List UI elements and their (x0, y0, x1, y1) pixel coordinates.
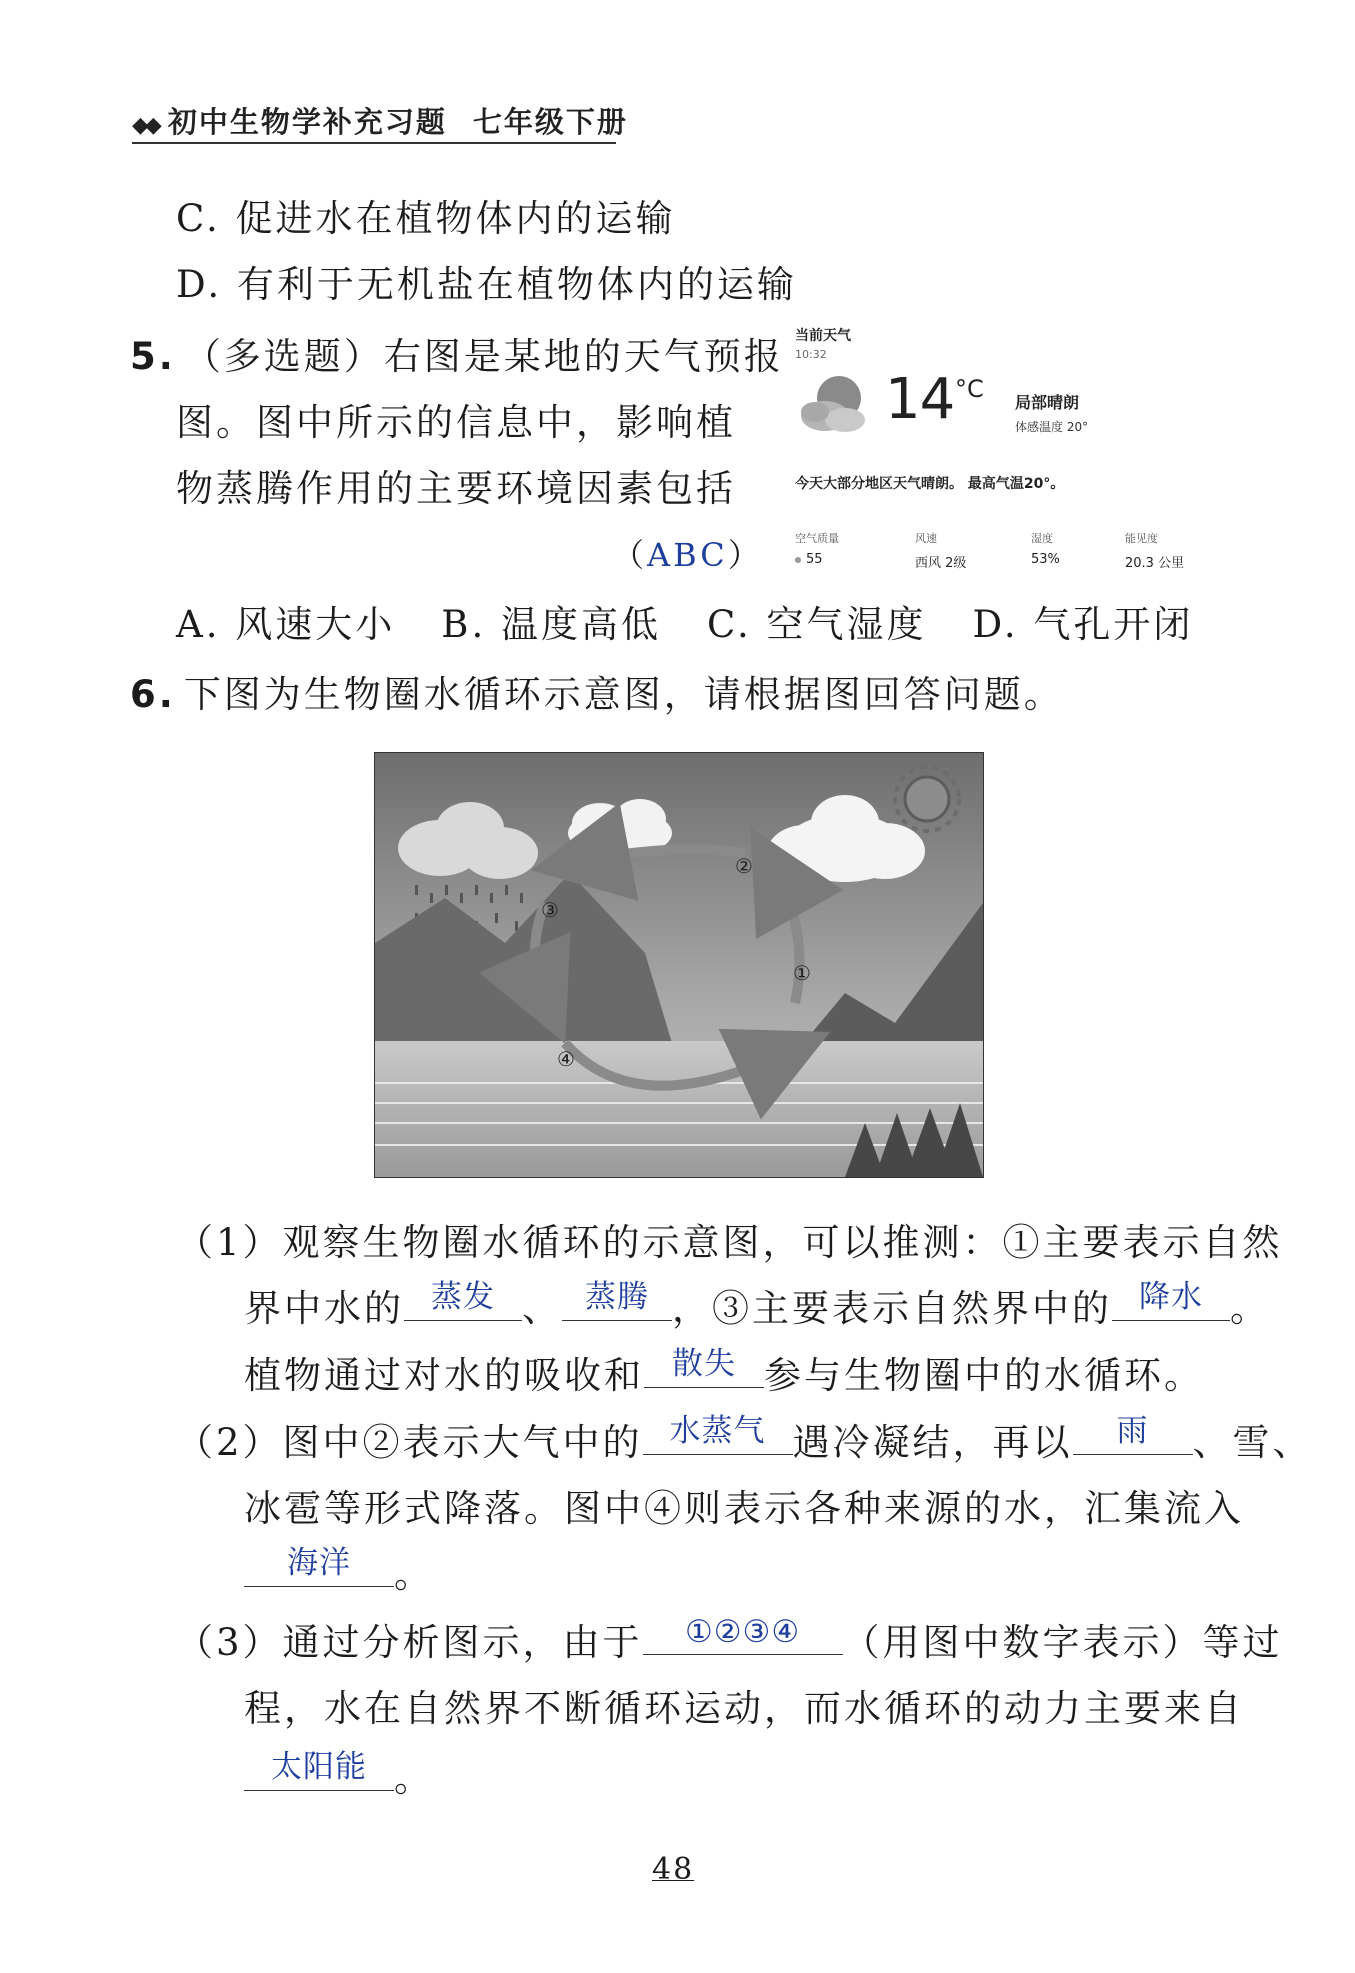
q6-p1-line3 (244, 1345, 1204, 1399)
q6-p3-line3 (244, 1748, 434, 1802)
q5-answer: ABC (647, 536, 728, 574)
text: （用图中数字表示）等过 (842, 1621, 1283, 1664)
weather-summary: 今天大部分地区天气晴朗。 最高气温20°。 (795, 476, 1065, 492)
blank-processes (643, 1614, 843, 1655)
blank-loss (644, 1346, 764, 1388)
text: 遇冷凝结，再以 (792, 1421, 1073, 1464)
weather-title: 当前天气 (795, 328, 851, 344)
text: 。 (394, 1757, 434, 1800)
q5-option-c: C. 空气湿度 (706, 603, 927, 646)
header-divider (132, 142, 616, 144)
text: 、雪、 (1192, 1421, 1313, 1464)
text: 。 (394, 1553, 434, 1596)
book-grade: 七年级下册 (472, 105, 628, 139)
q5-line2: 图。图中所示的信息中，影响植 (176, 401, 736, 444)
blank-precipitation (1112, 1279, 1230, 1321)
stat-visibility (1125, 530, 1184, 571)
weather-forecast-figure (795, 325, 1215, 575)
stat-value: 55 (806, 552, 823, 567)
text: （2）图中②表示大气中的 (176, 1421, 643, 1464)
text: ，③主要表示自然界中的 (672, 1287, 1112, 1330)
q6-p2-line1 (176, 1412, 1313, 1466)
blank-rain (1073, 1413, 1193, 1455)
text: 、 (522, 1287, 562, 1330)
weather-time: 10:32 (795, 348, 827, 361)
blank-water-vapor (643, 1413, 793, 1455)
q5-number: 5. (130, 335, 176, 378)
q5-option-b: B. 温度高低 (441, 603, 661, 646)
book-title: 初中生物学补充习题 (167, 105, 447, 139)
weather-unit: °C (955, 375, 984, 403)
q5-line1 (130, 326, 784, 380)
q5-stem-1: 右图是某地的天气预报 (383, 335, 784, 378)
q6-stem-line (130, 664, 1064, 718)
weather-temperature: 14 (885, 367, 955, 432)
running-header (132, 100, 628, 141)
q6-p2-line2: 冰雹等形式降落。图中④则表示各种来源的水，汇集流入 (244, 1487, 1244, 1530)
answer-text: 太阳能 (271, 1749, 367, 1785)
q5-option-a: A. 风速大小 (176, 603, 396, 646)
stat-air-quality (795, 530, 839, 567)
stat-label: 湿度 (1031, 532, 1053, 545)
answer-text: 水蒸气 (669, 1413, 766, 1449)
q5-line3: 物蒸腾作用的主要环境因素包括 (176, 467, 736, 510)
blank-transpiration (562, 1279, 672, 1321)
q6-p2-line3 (244, 1544, 434, 1598)
stat-value: 西风 2级 (915, 556, 967, 571)
bracket-open: （ (612, 536, 648, 574)
q6-p1-line2 (244, 1278, 1270, 1332)
text: 界中水的 (244, 1287, 404, 1330)
bracket-close: ） (727, 536, 763, 574)
stat-label: 空气质量 (795, 532, 839, 545)
q5-tag: （多选题） (183, 335, 384, 378)
answer-text: 蒸腾 (585, 1279, 649, 1315)
stat-wind (915, 530, 966, 571)
diagram-label-1: ① (793, 961, 811, 985)
q6-stem: 下图为生物圈水循环示意图，请根据图回答问题。 (183, 673, 1064, 716)
text: 植物通过对水的吸收和 (244, 1354, 644, 1397)
diagram-label-4: ④ (557, 1047, 575, 1071)
weather-feels-like: 体感温度 20° (1015, 420, 1089, 434)
text: 。 (1230, 1287, 1270, 1330)
blank-ocean (244, 1545, 394, 1587)
diamond-icon: ◆◆ (132, 113, 158, 138)
aqi-dot-icon (795, 557, 801, 563)
stat-label: 风速 (915, 532, 937, 545)
blank-solar-energy (244, 1749, 394, 1791)
q4-option-c: C. 促进水在植物体内的运输 (176, 197, 676, 240)
stat-label: 能见度 (1125, 532, 1158, 545)
answer-text: 海洋 (287, 1545, 351, 1581)
q5-option-d: D. 气孔开闭 (972, 603, 1194, 646)
diagram-label-2: ② (735, 854, 753, 878)
q6-p1-line1: （1）观察生物圈水循环的示意图，可以推测：①主要表示自然 (176, 1221, 1283, 1264)
q5-answer-bracket (612, 530, 763, 576)
page-number: 48 (652, 1852, 695, 1887)
stat-value: 20.3 公里 (1125, 556, 1185, 571)
stat-humidity (1031, 530, 1060, 567)
q6-p3-line2: 程，水在自然界不断循环运动，而水循环的动力主要来自 (244, 1687, 1244, 1730)
weather-condition: 局部晴朗 (1015, 393, 1080, 412)
text: 参与生物圈中的水循环。 (764, 1354, 1204, 1397)
answer-text: 散失 (672, 1346, 736, 1382)
blank-evaporation (404, 1279, 522, 1321)
water-cycle-diagram (374, 752, 984, 1178)
q5-options (176, 594, 1193, 648)
q6-number: 6. (130, 673, 176, 716)
answer-text: 蒸发 (431, 1279, 495, 1315)
q4-option-d: D. 有利于无机盐在植物体内的运输 (176, 263, 797, 306)
answer-text: 雨 (1116, 1413, 1149, 1449)
partly-cloudy-icon (795, 370, 873, 438)
diagram-label-3: ③ (541, 898, 559, 922)
answer-text: ①②③④ (684, 1614, 801, 1650)
answer-text: 降水 (1139, 1279, 1203, 1315)
stat-value: 53% (1031, 552, 1060, 567)
text: （3）通过分析图示，由于 (176, 1621, 643, 1664)
q6-p3-line1 (176, 1612, 1283, 1666)
